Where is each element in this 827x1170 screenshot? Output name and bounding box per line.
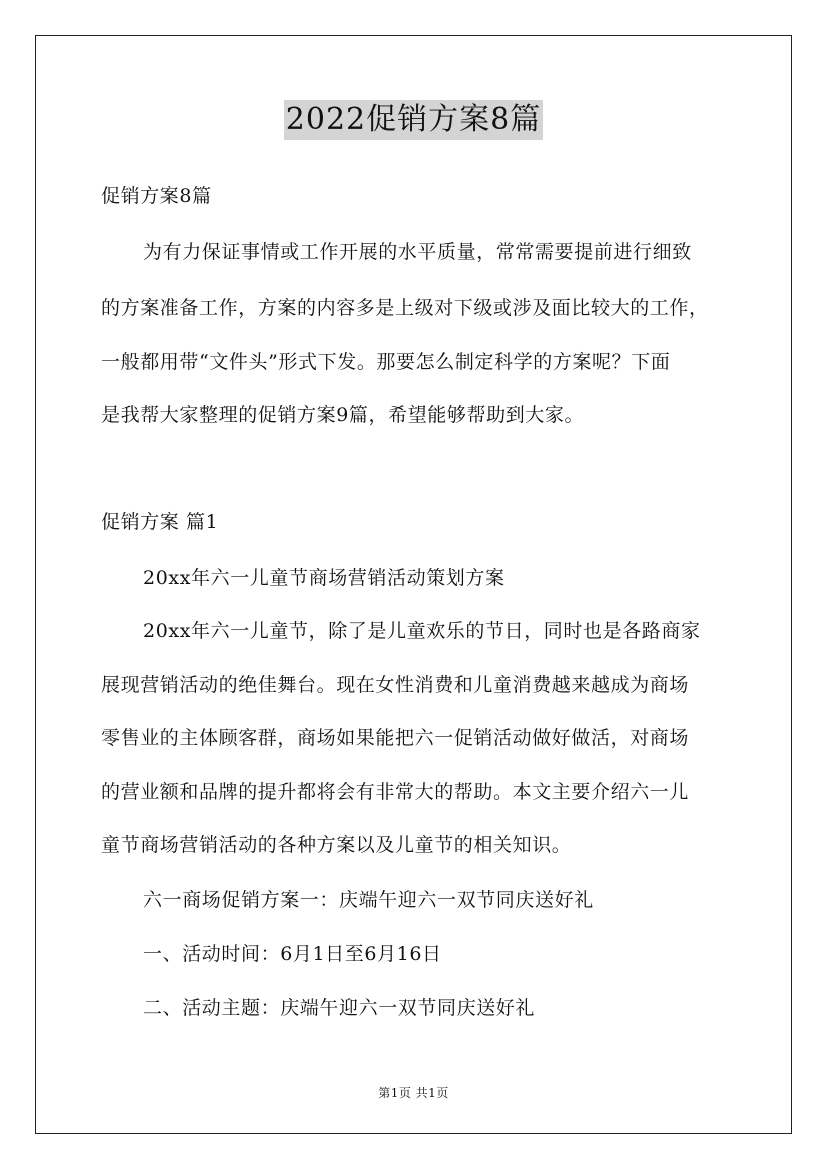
document-title-wrap bbox=[0, 100, 827, 140]
body-line-5: 童节商场营销活动的各种方案以及儿童节的相关知识。 bbox=[101, 834, 572, 856]
intro-line-4: 是我帮大家整理的促销方案9篇，希望能够帮助到大家。 bbox=[101, 404, 585, 426]
body-line-2: 展现营销活动的绝佳舞台。现在女性消费和儿童消费越来越成为商场 bbox=[101, 674, 690, 696]
body-line-1: 20xx年六一儿童节，除了是儿童欢乐的节日，同时也是各路商家 bbox=[143, 620, 701, 642]
intro-line-2: 的方案准备工作，方案的内容多是上级对下级或涉及面比较大的工作， bbox=[101, 297, 709, 319]
intro-line-3: 一般都用带“文件头”形式下发。那要怎么制定科学的方案呢？下面 bbox=[101, 351, 671, 373]
activity-time: 一、活动时间：6月1日至6月16日 bbox=[143, 943, 442, 965]
page-footer: 第1页 共1页 bbox=[378, 1086, 449, 1100]
scheme-one: 六一商场促销方案一：庆端午迎六一双节同庆送好礼 bbox=[143, 889, 594, 911]
intro-line-1: 为有力保证事情或工作开展的水平质量，常常需要提前进行细致 bbox=[143, 241, 692, 263]
subtitle: 促销方案8篇 bbox=[101, 185, 212, 207]
body-line-3: 零售业的主体顾客群，商场如果能把六一促销活动做好做活，对商场 bbox=[101, 727, 690, 749]
plan-title: 20xx年六一儿童节商场营销活动策划方案 bbox=[143, 567, 505, 589]
activity-theme: 二、活动主题：庆端午迎六一双节同庆送好礼 bbox=[143, 997, 536, 1019]
body-line-4: 的营业额和品牌的提升都将会有非常大的帮助。本文主要介绍六一儿 bbox=[101, 781, 690, 803]
section-heading: 促销方案 篇1 bbox=[101, 511, 219, 533]
document-title: 2022促销方案8篇 bbox=[284, 100, 543, 140]
